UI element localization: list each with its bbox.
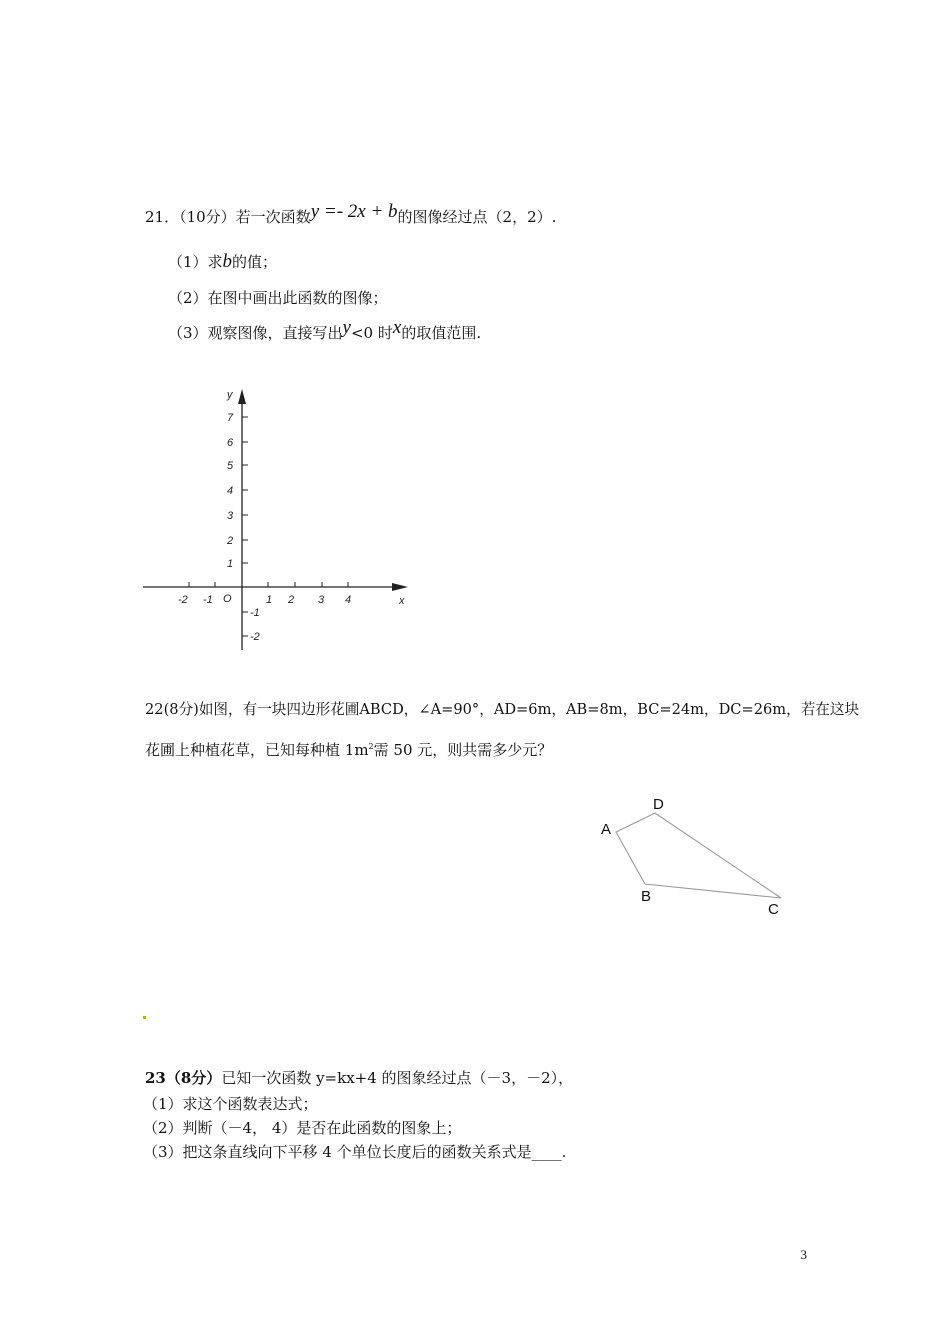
- q21-part3-var-x: x: [392, 317, 402, 338]
- q23-part2: [143, 1118, 461, 1138]
- x-tick-label: 3: [318, 594, 325, 606]
- q23-part1: [143, 1094, 318, 1114]
- q23-part2-text: （2）判断（－4， 4）是否在此函数的图象上；: [143, 1119, 462, 1137]
- q21-equation: y =- 2x + b: [310, 201, 398, 222]
- y-tick-label: 2: [227, 535, 234, 547]
- q21-stem: [145, 201, 557, 227]
- x-tick-label: -1: [203, 594, 213, 606]
- y-tick-label: -2: [250, 631, 260, 643]
- q21-part1-text-a: （1）求: [168, 253, 223, 271]
- q21-part1-text-b: 的值；: [232, 253, 278, 271]
- q21-prefix: 21．（10分）若一次函数: [145, 208, 311, 226]
- vertex-label-c: C: [768, 901, 779, 918]
- x-tick-label: 4: [345, 594, 352, 606]
- q21-part1-var: b: [222, 251, 233, 272]
- q21-part2-text: （2）在图中画出此函数的图像；: [168, 289, 388, 307]
- q21-part3-text-a: （3）观察图像，直接写出: [168, 324, 343, 342]
- q21-part3-text-c: 的取值范围.: [401, 324, 482, 342]
- q21-part1: [168, 252, 277, 272]
- q23-part1-text: （1）求这个函数表达式；: [143, 1095, 318, 1113]
- q21-part2: [168, 288, 388, 308]
- q22-line1-text: 22(8分)如图，有一块四边形花圃ABCD，∠A=90°，AD=6m，AB=8m，BC=24m，DC=26m，若在这块: [145, 701, 860, 718]
- y-tick-label: 6: [227, 437, 234, 449]
- y-tick-label: 3: [227, 510, 234, 522]
- page-number: 3: [800, 1247, 807, 1262]
- q21-part3-var-y: y: [342, 317, 351, 338]
- x-tick-label: 2: [288, 594, 295, 606]
- q22-line2: [145, 737, 552, 760]
- y-axis-label: y: [227, 389, 233, 401]
- y-tick-label: 7: [227, 412, 234, 424]
- y-tick-label: 4: [227, 485, 234, 497]
- q23-stem: [145, 1068, 573, 1088]
- decorative-dot: [143, 1016, 146, 1019]
- y-tick-label: 1: [227, 558, 234, 570]
- vertex-label-a: A: [601, 821, 612, 838]
- origin-label: O: [223, 593, 232, 605]
- q23-part3-text: （3）把这条直线向下平移 4 个单位长度后的函数关系式是____.: [143, 1143, 567, 1161]
- x-axis-arrow: [392, 583, 408, 591]
- vertex-label-b: B: [641, 888, 652, 905]
- vertex-label-d: D: [653, 796, 664, 813]
- q21-suffix: 的图像经过点（2，2）.: [397, 208, 557, 226]
- q21-part3: [168, 317, 482, 343]
- q22-line2-text-b: 需 50 元，则共需多少元？: [373, 741, 553, 759]
- y-tick-label: -1: [250, 607, 260, 619]
- y-axis-arrow: [238, 389, 246, 404]
- quadrilateral-abcd: [616, 813, 781, 898]
- q23-part3: [143, 1142, 566, 1162]
- q22-unit-superscript: 2: [368, 742, 374, 751]
- q23-title: 23（8分）: [145, 1069, 222, 1087]
- x-tick-label: -2: [178, 594, 188, 606]
- q21-part3-text-b: <0 时: [350, 324, 393, 342]
- q22-line1: [145, 700, 859, 720]
- y-tick-label: 5: [227, 460, 234, 472]
- q23-stem-text: 已知一次函数 y=kx+4 的图象经过点（－3，－2），: [221, 1069, 574, 1087]
- x-tick-label: 1: [266, 594, 273, 606]
- q22-line2-text-a: 花圃上种植花草，已知每种植 1m: [145, 741, 369, 759]
- x-axis-label: x: [399, 595, 405, 607]
